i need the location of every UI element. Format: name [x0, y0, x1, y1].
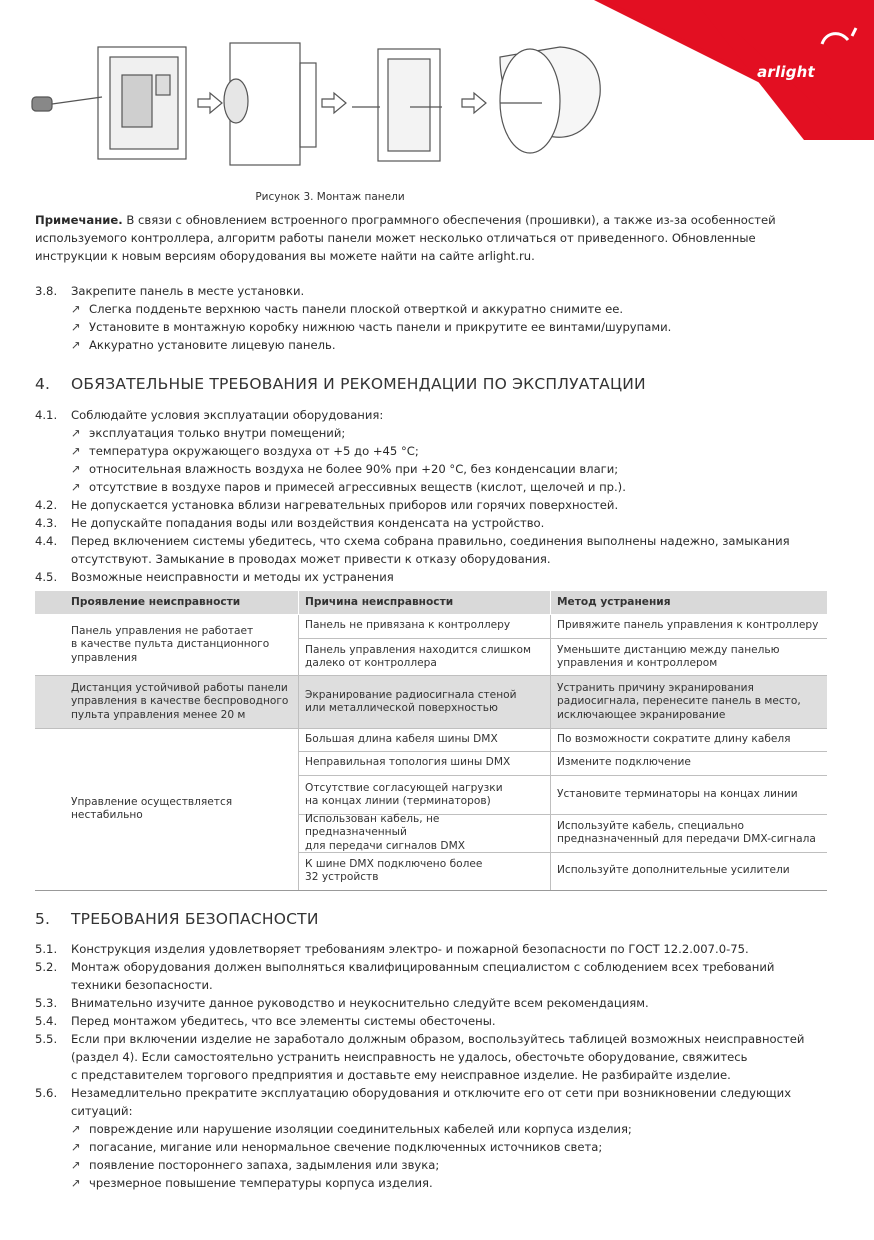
- screwdriver-icon: [32, 97, 102, 111]
- table-cell-fix: Используйте кабель, специально предназначенный для передачи DMX-сигнала: [557, 819, 816, 845]
- arrow-bullet-icon: ↗: [71, 338, 81, 352]
- table-header-cause: Причина неисправности: [299, 591, 550, 614]
- bullet-4-1-4: ↗ отсутствие в воздухе паров и примесей агрессивных веществ (кислот, щелочей и пр.).: [71, 480, 626, 494]
- logo-text: arlight: [757, 63, 815, 81]
- note-line-1: В связи с обновлением встроенного программного обеспечения (прошивки), а также из-за особенностей: [122, 213, 776, 227]
- figure-caption: Рисунок 3. Монтаж панели: [255, 191, 405, 203]
- table-header-symptom: Проявление неисправности: [35, 591, 298, 614]
- table-cell-fix: Установите терминаторы на концах линии: [557, 788, 798, 801]
- arrow-bullet-icon: ↗: [71, 1122, 81, 1136]
- arrow-bullet-icon: ↗: [71, 444, 81, 458]
- table-cell-cause: Использован кабель, не предназначенный для передачи сигналов DMX: [305, 812, 465, 852]
- table-cell-fix: Уменьшите дистанцию между панелью управления и контроллером: [557, 643, 780, 669]
- mounting-figure: [30, 35, 630, 185]
- table-cell-cause: Неправильная топология шины DMX: [305, 756, 511, 769]
- table-row: Управление осуществляется нестабильно: [71, 795, 233, 821]
- table-cell-cause: Панель не привязана к контроллеру: [305, 619, 511, 632]
- bullet-3-8-3: ↗ Аккуратно установите лицевую панель.: [71, 338, 336, 352]
- arrow-bullet-icon: ↗: [71, 426, 81, 440]
- table-cell-cause: К шине DMX подключено более 32 устройств: [305, 857, 483, 883]
- bullet-4-1-2: ↗ температура окружающего воздуха от +5 до +45 °C;: [71, 444, 419, 458]
- table-row: Панель управления не работает в качестве пульта дистанционного управления: [71, 624, 270, 664]
- table-cell-cause: Отсутствие согласующей нагрузки на концах линии (терминаторов): [305, 781, 503, 807]
- arrow-bullet-icon: ↗: [71, 462, 81, 476]
- bullet-4-1-3: ↗ относительная влажность воздуха не более 90% при +20 °C, без конденсации влаги;: [71, 462, 619, 476]
- bullet-4-1-1: ↗ эксплуатация только внутри помещений;: [71, 426, 346, 440]
- table-row: Дистанция устойчивой работы панели управления в качестве беспроводного пульта управления менее 20 м: [35, 676, 298, 728]
- table-cell-cause: Панель управления находится слишком далеко от контроллера: [305, 643, 531, 669]
- arrow-bullet-icon: ↗: [71, 480, 81, 494]
- table-cell-fix: Привяжите панель управления к контроллеру: [557, 619, 819, 632]
- note-label: Примечание.: [35, 213, 123, 227]
- bullet-3-8-2: ↗ Установите в монтажную коробку нижнюю часть панели и прикрутите ее винтами/шурупами.: [71, 320, 672, 334]
- table-cell-cause: Большая длина кабеля шины DMX: [305, 733, 498, 746]
- table-cell-fix: Устранить причину экранирования радиосигнала, перенесите панель в место, исключающее экранирование: [551, 676, 827, 728]
- arrow-bullet-icon: ↗: [71, 1140, 81, 1154]
- table-cell-fix: По возможности сократите длину кабеля: [557, 733, 791, 746]
- note-block: [35, 211, 835, 265]
- bullet-5-6-2: ↗ погасание, мигание или ненормальное свечение подключенных источников света;: [71, 1140, 603, 1154]
- arrow-bullet-icon: ↗: [71, 302, 81, 316]
- table-cell-cause: Экранирование радиосигнала стеной или металлической поверхностью: [299, 676, 550, 728]
- note-line-2: используемого контроллера, алгоритм работы панели может несколько отличаться от приведенного. Обновленные: [35, 231, 756, 245]
- bullet-3-8-1: ↗ Слегка подденьте верхнюю часть панели плоской отверткой и аккуратно снимите ее.: [71, 302, 624, 316]
- table-cell-fix: Измените подключение: [557, 756, 691, 769]
- section-4-heading: 4. ОБЯЗАТЕЛЬНЫЕ ТРЕБОВАНИЯ И РЕКОМЕНДАЦИИ ПО ЭКСПЛУАТАЦИИ: [35, 375, 646, 393]
- arrow-bullet-icon: ↗: [71, 1158, 81, 1172]
- section-5-heading: 5. ТРЕБОВАНИЯ БЕЗОПАСНОСТИ: [35, 910, 319, 928]
- table-header-fix: Метод устранения: [551, 591, 827, 614]
- note-line-3: инструкции к новым версиям оборудования вы можете найти на сайте arlight.ru.: [35, 249, 535, 263]
- bullet-5-6-4: ↗ чрезмерное повышение температуры корпуса изделия.: [71, 1176, 433, 1190]
- bullet-5-6-3: ↗ появление постороннего запаха, задымления или звука;: [71, 1158, 440, 1172]
- table-cell-fix: Используйте дополнительные усилители: [557, 864, 790, 877]
- arrow-bullet-icon: ↗: [71, 1176, 81, 1190]
- bullet-5-6-1: ↗ повреждение или нарушение изоляции соединительных кабелей или корпуса изделия;: [71, 1122, 632, 1136]
- arrow-bullet-icon: ↗: [71, 320, 81, 334]
